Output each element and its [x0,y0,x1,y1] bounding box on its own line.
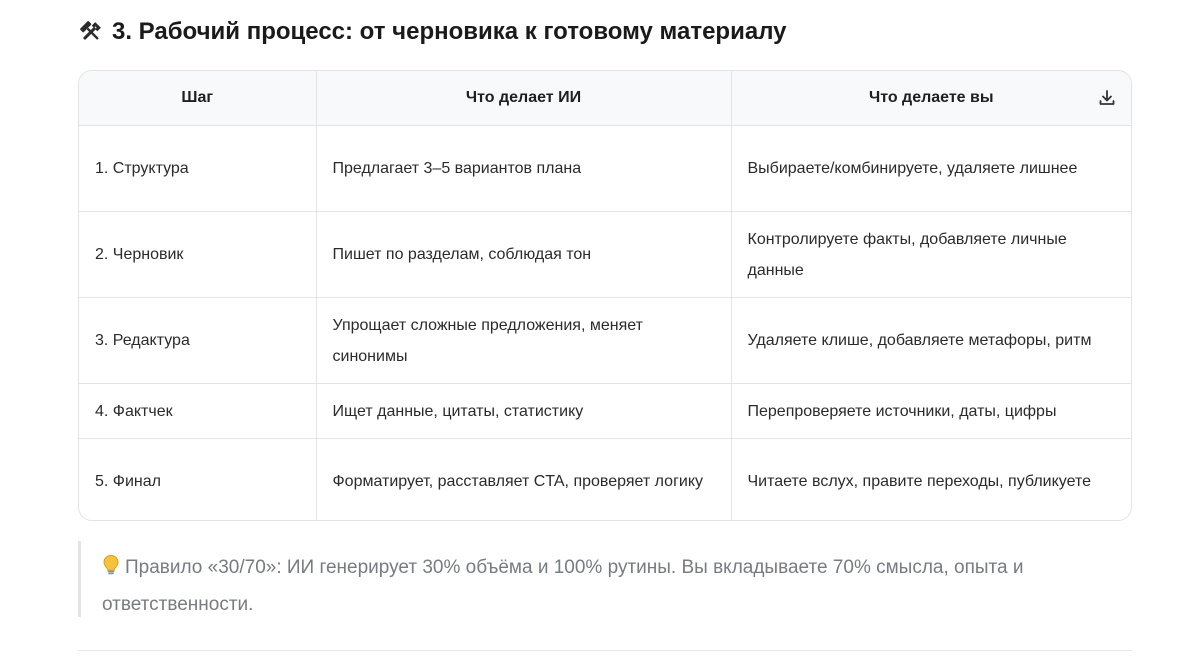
table-row [79,212,1131,298]
column-header-you [731,71,1131,126]
table-header-row [79,71,1131,126]
step-cell: 4. Фактчек [79,384,316,439]
hammer-and-wrench-icon [78,19,104,45]
table-row [79,298,1131,384]
you-cell: Контролируете факты, добавляете личные данные [731,212,1131,298]
ai-cell: Пишет по разделам, соблюдая тон [316,212,731,298]
section-divider [78,650,1132,651]
column-header-you-label: Что делаете вы [868,89,994,106]
workflow-table [78,70,1132,521]
you-cell: Удаляете клише, добавляете метафоры, ритм [731,298,1131,384]
section-heading [78,14,786,50]
column-header-ai: Что делает ИИ [316,71,731,126]
step-cell: 1. Структура [79,126,316,212]
section-title: 3. Рабочий процесс: от черновика к готовому материалу [112,18,787,45]
step-cell: 5. Финал [79,439,316,522]
table-row [79,384,1131,439]
ai-cell: Упрощает сложные предложения, меняет синонимы [316,298,731,384]
ai-cell: Предлагает 3–5 вариантов плана [316,126,731,212]
light-bulb-icon [102,552,120,574]
ai-cell: Форматирует, расставляет CTA, проверяет логику [316,439,731,522]
column-header-step: Шаг [79,71,316,126]
ai-cell: Ищет данные, цитаты, статистику [316,384,731,439]
table-row [79,439,1131,522]
download-icon[interactable] [1097,88,1117,108]
rule-blockquote [78,541,1132,617]
you-cell: Читаете вслух, правите переходы, публикуете [747,473,1092,490]
step-cell: 3. Редактура [79,298,316,384]
step-cell: 2. Черновик [79,212,316,298]
you-cell: Перепроверяете источники, даты, цифры [731,384,1131,439]
table-row [79,126,1131,212]
rule-text: Правило «30/70»: ИИ генерирует 30% объёма и 100% рутины. Вы вкладываете 70% смысла, опыта и ответственности. [102,557,1024,615]
you-cell: Выбираете/комбинируете, удаляете лишнее [731,126,1131,212]
